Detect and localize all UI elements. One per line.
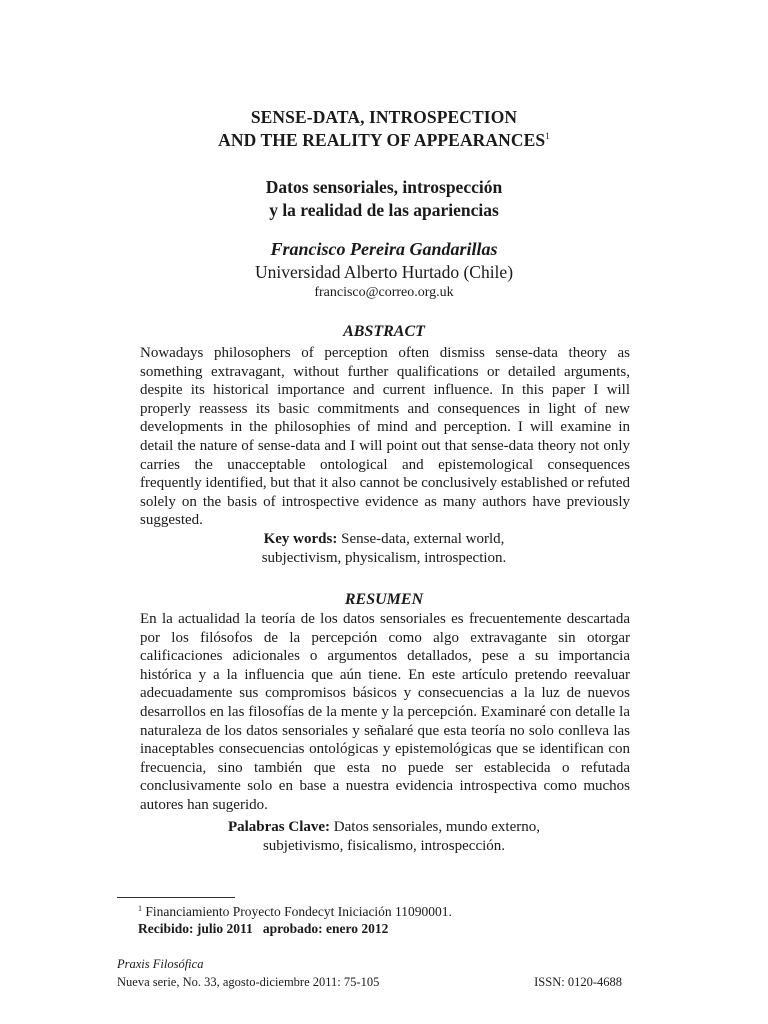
footnote-mark: 1 <box>138 904 142 913</box>
resumen-heading: RESUMEN <box>344 591 424 608</box>
author-name: Francisco Pereira Gandarillas <box>270 239 498 259</box>
title-line-2-text: AND THE REALITY OF APPEARANCES <box>218 130 546 150</box>
author-affiliation: Universidad Alberto Hurtado (Chile) <box>254 262 514 282</box>
paper-subtitle <box>0 176 768 222</box>
journal-name: Praxis Filosófica <box>117 957 204 971</box>
title-line-1: SENSE-DATA, INTROSPECTION <box>250 107 518 127</box>
footnote <box>138 903 452 920</box>
journal-issn: ISSN: 0120-4688 <box>534 975 622 989</box>
resumen-keywords-values-1: Datos sensoriales, mundo externo, <box>333 819 541 835</box>
footnote-text: Financiamiento Proyecto Fondecyt Iniciación 11090001. <box>145 904 452 919</box>
abstract-text: Nowadays philosophers of perception often dismiss sense-data theory as something extravagant, without further qualifications or detailed arguments, despite its historical importance and current influence. In this paper I will properly reassess its basic commitments and consequences in light of new developments in the philosophies of mind and perception. I will examine in detail the nature of sense-data and I will point out that sense-data theory not only carries the unacceptable ontological and epistemological consequences frequently identified, but that it also cannot be conclusively established or refuted solely on the basis of introspective evidence as many authors have previously suggested. <box>140 345 630 529</box>
resumen-text: En la actualidad la teoría de los datos sensoriales es frecuentemente descartada por los filósofos de la percepción como algo extravagante sin otorgar calificaciones adicionales o argumentos detallados, pese a su importancia histórica y a la influencia que aún tiene. En este artículo pretendo reevaluar adecuadamente sus compromisos básicos y consecuencias a la luz de nuevos desarrollos en las filosofías de la mente y la percepción. Examinaré con detalle la naturaleza de los datos sensoriales y señalaré que esta teoría no solo conlleva las inaceptables consecuencias ontológicas y epistemológicas que se identifican con frecuencia, sino también que esta no puede ser establecida o refutada conclusivamente solo en base a nuestra evidencia introspectiva como muchos autores han sugerido. <box>140 611 630 813</box>
abstract-keywords-line-1 <box>0 530 768 549</box>
resumen-keywords-values-2: subjetivismo, fisicalismo, introspección. <box>262 837 506 854</box>
abstract-keywords-values-1: Sense-data, external world, <box>341 531 505 547</box>
paper-title <box>0 106 768 152</box>
resumen-keywords <box>0 818 768 855</box>
abstract-heading: ABSTRACT <box>343 323 425 340</box>
subtitle-line-2: y la realidad de las apariencias <box>269 200 499 220</box>
resumen-keywords-label: Palabras Clave: <box>227 819 331 835</box>
abstract-keywords-values-2: subjectivism, physicalism, introspection. <box>261 549 507 566</box>
title-footnote-mark: 1 <box>545 131 550 141</box>
author-email: francisco@correo.org.uk <box>314 285 454 300</box>
resumen-keywords-line-1 <box>0 818 768 837</box>
footnote-divider <box>117 897 235 898</box>
journal-issue: Nueva serie, No. 33, agosto-diciembre 2011: 75-105 <box>117 975 380 989</box>
abstract-keywords <box>0 530 768 567</box>
received-dates: Recibido: julio 2011 aprobado: enero 2012 <box>138 921 389 936</box>
abstract-keywords-label: Key words: <box>263 531 338 547</box>
subtitle-line-1: Datos sensoriales, introspección <box>265 177 503 197</box>
title-line-2 <box>0 129 768 152</box>
